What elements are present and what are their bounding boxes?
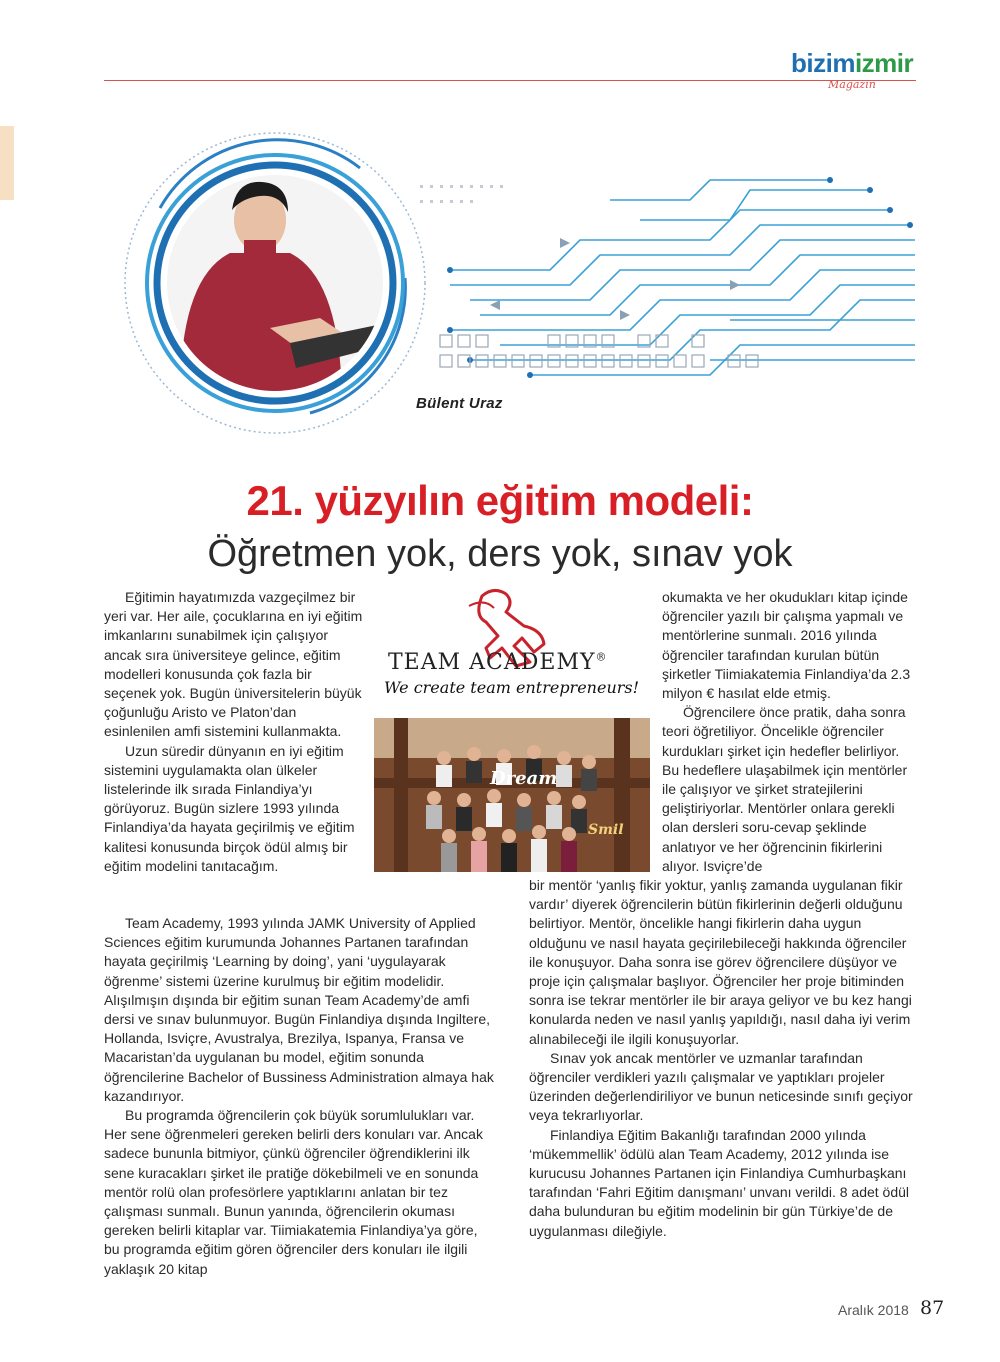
paragraph: Sınav yok ancak mentörler ve uzmanlar tarafından öğrenciler verdikleri yazılı çalışmalar ve yaptıkları projeler üzerinden değerlendiriliyor ve bunun neticesinde sınıfı geçiyor veya tekrarlıyorlar. <box>529 1049 913 1124</box>
group-photo <box>374 718 650 872</box>
page-number: 87 <box>920 1297 945 1319</box>
page-edge-tab <box>0 126 14 200</box>
wordmark-team: TEAM <box>388 650 462 675</box>
magazine-logo <box>791 48 913 79</box>
article-column-left-bottom <box>104 914 496 1279</box>
team-academy-wordmark <box>388 650 608 675</box>
wordmark-academy: ACADEMY <box>469 650 596 675</box>
header-rule <box>104 80 916 81</box>
author-caption: Bülent Uraz <box>416 395 503 412</box>
paragraph: Team Academy, 1993 yılında JAMK University of Applied Sciences eğitim kurumunda Johannes Partanen tarafından hayata geçirilmiş ‘Learning by doing’, yani ‘uygulayarak öğrenme’ sistemi üzerine kurulmuş bir eğitim modelidir. Alışılmışın dışında bir eğitim sunan Team Academy’de amfi dersi ve sınav bulunmuyor. Bugün Finlandiya dışında Ingiltere, Hollanda, Isviçre, Avustralya, Brezilya, Ispanya, Fransa ve Macaristan’da uygulanan bu model, eğitim sonunda öğrencilerine Bachelor of Bussiness Administration almaya hak kazandırıyor. <box>104 915 494 1104</box>
paragraph: Eğitimin hayatımızda vazgeçilmez bir yeri var. Her aile, çocuklarına en iyi eğitim imkanlarını sunabilmek için çalışıyor ancak sıra üniversiteye gelince, eğitim modelleri konusunda çok fazla bir seçenek yok. Bugün üniversitelerin büyük çoğunluğu Aristo ve Platon’dan esinlenilen amfi sistemini kullanmakta. <box>104 589 363 740</box>
article-subtitle: Öğretmen yok, ders yok, sınav yok <box>207 533 793 575</box>
paragraph: Uzun süredir dünyanın en iyi eğitim sistemini uygulamakta olan ülkeler listelerinde ilk sırada Finlandiya’yı görüyoruz. Bugün sizlere 1993 yılında Finlandiya’da hayata geçirilmiş ve eğitim kalitesi konusunda birçok ödül almış bir eğitim modelini tanıtacağım. <box>104 742 355 874</box>
article-column-left-top <box>104 588 366 876</box>
paragraph: Finlandiya Eğitim Bakanlığı tarafından 2000 yılında ‘mükemmellik’ ödülü alan Team Academy, 2012 yılında ise kurucusu Johannes Partanen için Finlandiya Cumhurbaşkanı tarafından ‘Fahri Eğitim danışmanı’ unvanı verildi. 8 adet ödül daha bulunduran bu eğitim modelinin bir gün Türkiye’de de uygulanması dileğiyle. <box>529 1126 910 1239</box>
article-title: 21. yüzyılın eğitim modeli: <box>246 477 754 524</box>
team-academy-tagline: We create team entrepreneurs! <box>384 678 640 697</box>
magazine-logo-sub: Magazin <box>828 78 876 91</box>
issue-date: Aralık 2018 <box>838 1302 909 1318</box>
registered-mark: ® <box>595 650 608 664</box>
article-column-right-top <box>662 588 920 876</box>
paragraph: Öğrencilere önce pratik, daha sonra teori öğretiliyor. Öncelikle öğrenciler kurdukları şirket için hedefler belirliyor. Bu hedeflere ulaşabilmek için mentörler ile çalışıyor ve şirket stratejilerini geliştiriyorlar. Mentörler onlara gerekli olan dersleri soru-cevap şeklinde anlatıyor ve her öğrencinin fikirlerini alıyor. Isviçre’de <box>662 704 908 874</box>
logo-text-bizim: bizim <box>791 48 855 78</box>
author-portrait-frame <box>120 128 430 438</box>
logo-text-izmir: izmir <box>854 48 914 78</box>
smile-sign: Smil <box>588 822 624 838</box>
article-column-right-bottom <box>529 876 920 1241</box>
paragraph: Bu programda öğrencilerin çok büyük sorumlulukları var. Her sene öğrenmeleri gereken belirli ders konuları var. Ancak sadece bununla bitmiyor, çünkü öğrenciler öğrendiklerini ilk sene kuracakları şirket ile pratiğe dökebilmeli ve en sonunda mentör rolü olan profesörlere yaptıklarını anlatan bir tez çalışması sunmalı. Bunun yanında, öğrencilerin okuması gereken belirli kitaplar var. Tiimiakatemia Finlandiya’ya göre, bu programda eğitim gören öğrenciler ders konuları ile ilgili yaklaşık 20 kitap <box>104 1107 483 1277</box>
dream-sign: Dream <box>490 768 558 789</box>
team-academy-logo <box>374 586 652 700</box>
author-photo <box>160 168 390 398</box>
circuit-decoration <box>410 160 920 390</box>
paragraph: bir mentör ‘yanlış fikir yoktur, yanlış zamanda uygulanan fikir vardır’ diyerek öğrencilerin bütün fikirlerinin değerli olduğunu belirtiyor. Mentör, öncelikle hangi fikirlerin daha uygun olduğunu ve nasıl hayata geçirilebileceği hakkında öğrenciler ile konuşuyor. Daha sonra ise görev öğrencilere düşüyor ve proje için çalışmalar başlıyor. Öğrenciler her proje bitiminden sonra ise tekrar mentörler ile bir araya geliyor ve bu kez hangi konularda neden ve nasıl yanlış yapıldığı, nasıl daha iyi verim alınabileceği ile ilgili konuşuyorlar. <box>529 877 912 1047</box>
paragraph: okumakta ve her okudukları kitap içinde öğrenciler yazılı bir çalışma yapmalı ve mentörlerine sunmalı. 2016 yılında öğrenciler tarafından kurulan bütün şirketler Tiimiakatemia Finlandiya’da 2.3 milyon € hasılat elde etmiş. <box>662 589 911 702</box>
